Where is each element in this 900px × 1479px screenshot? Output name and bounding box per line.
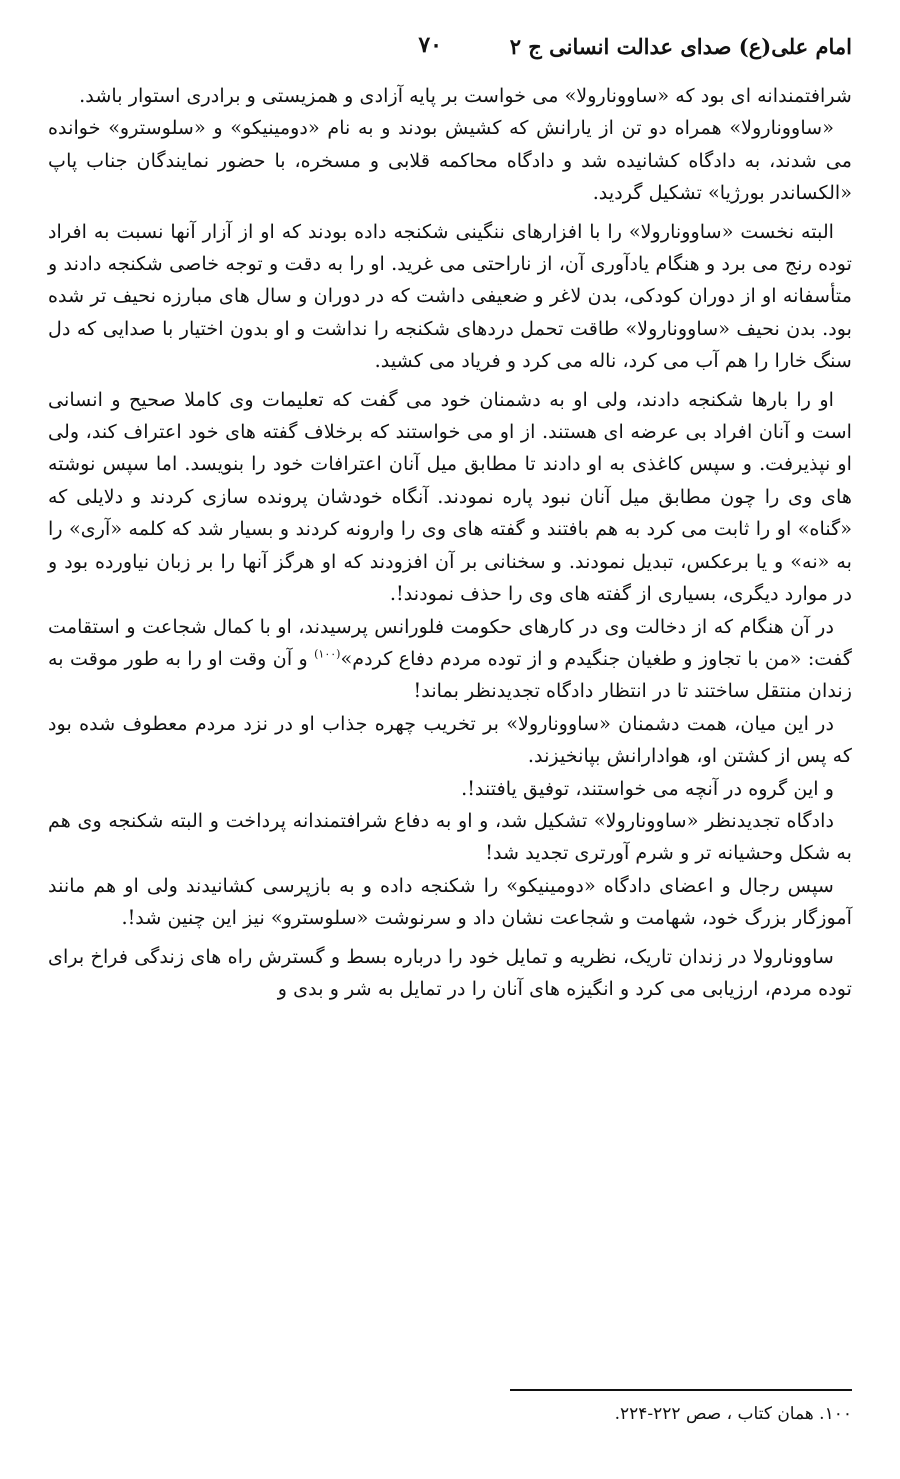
footnote-reference[interactable]: (۱۰۰) xyxy=(314,647,341,661)
paragraph: البته نخست «ساوونارولا» را با افزارهای ننگینی شکنجه داده بودند که او از آزار آنها نسبت به افراد توده رنج می برد و هنگام یادآوری آن، از ناراحتی می غرید. او را به دقت و توجه خاصی شکنجه دادند و متأسفانه او از دوران کودکی، بدن لاغر و ضعیفی داشت که در دوران و سال های مبارزه نحیف تر شده بود. بدن نحیف «ساوونارولا» طاقت تحمل دردهای شکنجه را نداشت و او بدون اختیار با صدایی که دل سنگ خارا را هم آب می کرد، ناله می کرد و فریاد می کشید. xyxy=(48,219,852,373)
page-header xyxy=(48,34,852,70)
paragraph: او را بارها شکنجه دادند، ولی او به دشمنان خود می گفت که تعلیمات وی کاملا صحیح و انسانی است و آنان افراد بی عرضه ای هستند. از او می خواستند که برخلاف گفته های خود اعتراف کند، ولی او نپذیرفت. و سپس کاغذی به او دادند تا مطابق میل آنان اعترافات خود را بنویسد. اما سپس نوشته های وی را چون مطابق میل آنان نبود پاره نمودند. آنگاه خودشان پرونده سازی کردند و دلایلی که «گناه» او را ثابت می کرد به هم بافتند و گفته های وی را وارونه کردند و بسیار شد که کلمه «آری» را به «نه» و یا برعکس، تبدیل نمودند. و سخنانی بر آن افزودند که او هرگز آنها را بر زبان نیاورده بود و در موارد دیگری، بسیاری از گفته های وی را حذف نمودند!. xyxy=(48,387,852,606)
paragraph-text: و آن وقت او را به طور موقت به زندان منتقل ساختند تا در انتظار دادگاه تجدیدنظر بماند! xyxy=(48,646,852,703)
paragraph: دادگاه تجدیدنظر «ساوونارولا» تشکیل شد، و او به دفاع شرافتمندانه پرداخت و البته شکنجه وی هم به شکل وحشیانه تر و شرم آورتری تجدید شد! xyxy=(48,808,852,865)
paragraph: سپس رجال و اعضای دادگاه «دومینیکو» را شکنجه داده و به بازپرسی کشانیدند ولی او هم مانند آموزگار بزرگ خود، شهامت و شجاعت نشان داد و سرنوشت «سلوسترو» نیز این چنین شد!. xyxy=(48,873,852,930)
paragraph: و این گروه در آنچه می خواستند، توفیق یافتند!. xyxy=(461,776,834,800)
paragraph-text: در آن هنگام که از دخالت وی در کارهای حکومت فلورانس پرسیدند، او با کمال شجاعت و استقامت گفت: «من با تجاوز و طغیان جنگیدم و از توده مردم دفاع کردم» xyxy=(48,614,852,670)
paragraph: در این میان، همت دشمنان «ساوونارولا» بر تخریب چهره جذاب او در نزد مردم معطوف شده بود که پس از کشتن او، هوادارانش بپانخیزند. xyxy=(48,711,852,768)
paragraph: ساوونارولا در زندان تاریک، نظریه و تمایل خود را درباره بسط و گسترش راه های زندگی فراخ برای توده مردم، ارزیابی می کرد و انگیزه های آنان را در تمایل به شر و بدی و xyxy=(48,944,852,1000)
footnote-divider xyxy=(510,1389,852,1391)
paragraph: «ساوونارولا» همراه دو تن از یارانش که کشیش بودند و به نام «دومینیکو» و «سلوسترو» خوانده می شدند، به دادگاه کشانیده شد و دادگاه محاکمه قلابی و مسخره، با حضور نمایندگان جناب پاپ «الکساندر بورژیا» تشکیل گردید. xyxy=(48,116,852,205)
running-title: امام علی(ع) صدای عدالت انسانی ج ۲ xyxy=(509,34,852,59)
paragraph xyxy=(48,611,852,708)
footnote: ۱۰۰. همان کتاب ، صص ۲۲۲-۲۲۴. xyxy=(614,1404,852,1424)
page-number: ۷۰ xyxy=(418,32,442,58)
paragraph: شرافتمندانه ای بود که «ساوونارولا» می خواست بر پایه آزادی و همزیستی و برادری استوار باشد. xyxy=(79,84,852,107)
body-text xyxy=(48,80,852,1005)
